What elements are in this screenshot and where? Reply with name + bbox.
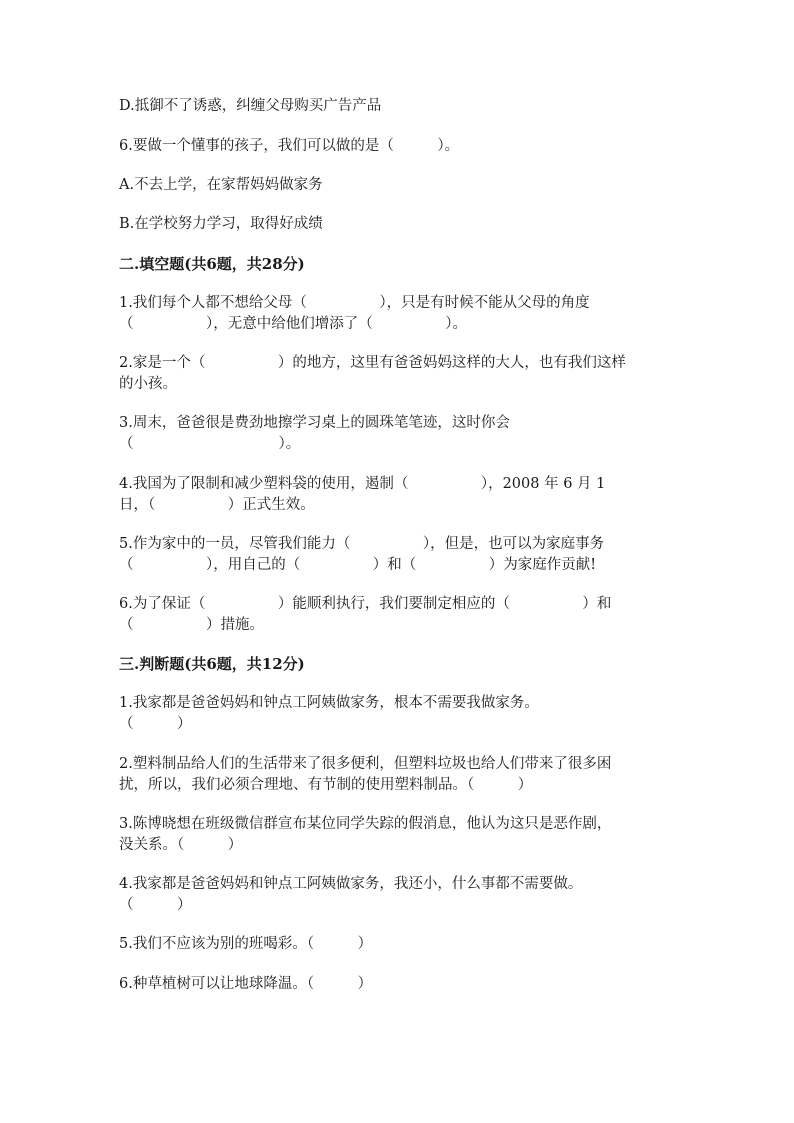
question-6-option-b: B.在学校努力学习，取得好成绩 <box>119 216 323 232</box>
fill-q3-line1: 3.周末，爸爸很是费劲地擦学习桌上的圆珠笔笔迹，这时你会 <box>119 415 510 431</box>
fill-q2-line2: 的小孩。 <box>119 376 177 392</box>
judge-q2-line1: 2.塑料制品给人们的生活带来了很多便利，但塑料垃圾也给人们带来了很多困 <box>119 756 612 772</box>
judge-q1-line1: 1.我家都是爸爸妈妈和钟点工阿姨做家务，根本不需要我做家务。 <box>119 695 539 711</box>
judge-q3-line2: 没关系。（ ） <box>119 837 243 853</box>
judge-q4-line2: （ ） <box>119 897 192 913</box>
judge-q1-line2: （ ） <box>119 716 192 732</box>
judge-q6: 6.种草植树可以让地球降温。（ ） <box>119 976 373 992</box>
judge-q2-line2: 扰，所以，我们必须合理地、有节制的使用塑料制品。（ ） <box>119 777 533 793</box>
fill-q1-line1: 1.我们每个人都不想给父母（ ），只是有时候不能从父母的角度 <box>119 295 590 311</box>
fill-q2-line1: 2.家是一个（ ）的地方，这里有爸爸妈妈这样的大人，也有我们这样 <box>119 355 626 371</box>
fill-q6-line2: （ ）措施。 <box>119 617 264 633</box>
question-6-option-a: A.不去上学，在家帮妈妈做家务 <box>119 177 323 193</box>
judge-q4-line1: 4.我家都是爸爸妈妈和钟点工阿姨做家务，我还小，什么事都不需要做。 <box>119 876 583 892</box>
fill-q4-line1: 4.我国为了限制和减少塑料袋的使用，遏制（ ），2008 年 6 月 1 <box>119 476 606 492</box>
judge-q5: 5.我们不应该为别的班喝彩。（ ） <box>119 936 373 952</box>
fill-q3-line2: （ ）。 <box>119 436 301 452</box>
fill-q4-line2: 日，（ ）正式生效。 <box>119 497 315 513</box>
option-d: D.抵御不了诱惑，纠缠父母购买广告产品 <box>119 98 382 114</box>
fill-q6-line1: 6.为了保证（ ）能顺利执行，我们要制定相应的（ ）和 <box>119 596 612 612</box>
section-2-heading: 二.填空题(共6题，共28分) <box>119 255 305 273</box>
fill-q1-line2: （ ），无意中给他们增添了（ ）。 <box>119 316 467 332</box>
section-3-heading: 三.判断题(共6题，共12分) <box>119 655 305 673</box>
fill-q5-line1: 5.作为家中的一员，尽管我们能力（ ），但是，也可以为家庭事务 <box>119 536 605 552</box>
question-6: 6.要做一个懂事的孩子，我们可以做的是（ ）。 <box>119 138 460 154</box>
fill-q5-line2: （ ），用自己的（ ）和（ ）为家庭作贡献! <box>119 557 597 573</box>
judge-q3-line1: 3.陈博晓想在班级微信群宣布某位同学失踪的假消息，他认为这只是恶作剧， <box>119 816 612 832</box>
